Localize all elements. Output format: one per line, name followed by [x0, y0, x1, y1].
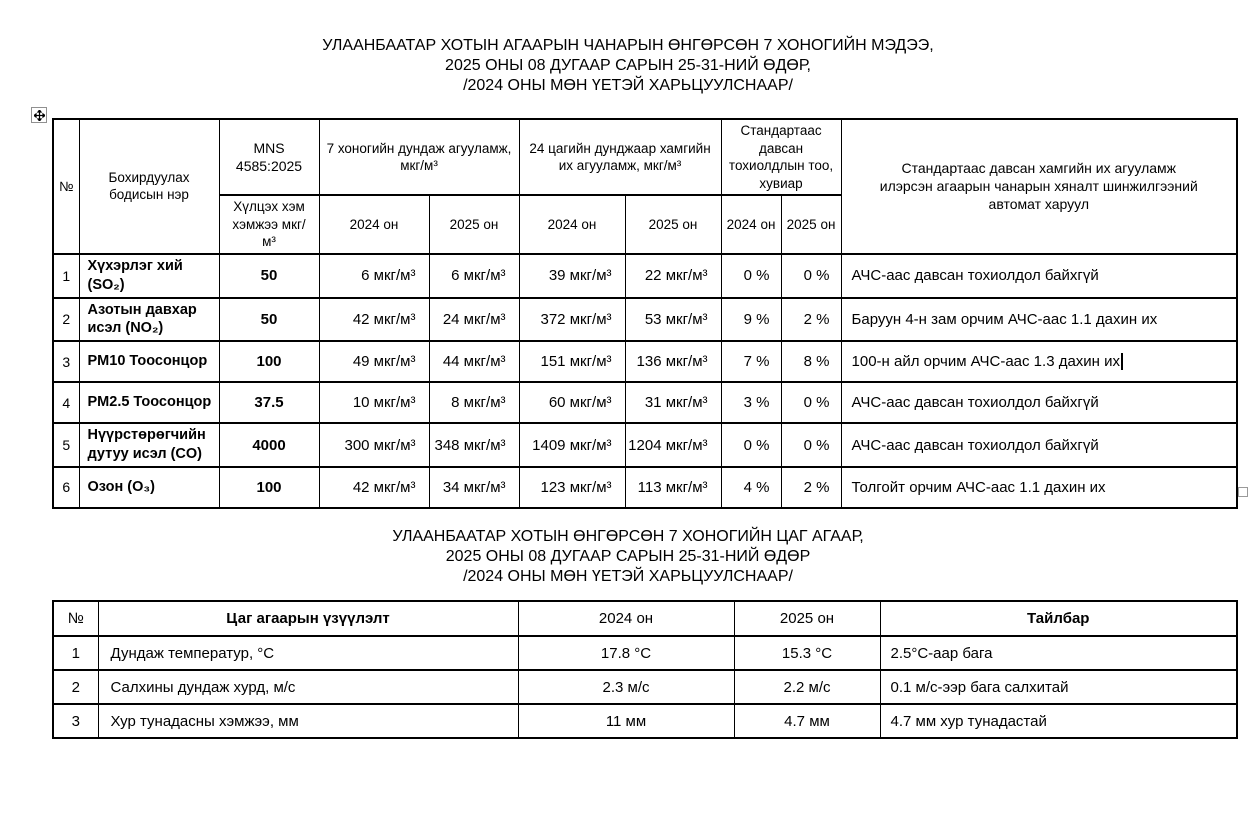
exceed-pct-2025[interactable]: 2 %	[781, 298, 841, 342]
exceed-pct-2024[interactable]: 3 %	[721, 382, 781, 423]
station-note-text: 100-н айл орчим АЧС-аас 1.3 дахин их	[851, 353, 1121, 371]
week-avg-2024[interactable]: 300 мкг/м³	[319, 423, 429, 467]
col-header-24h-2024[interactable]: 2024 он	[519, 195, 625, 254]
move-arrows-icon	[34, 110, 45, 121]
title2-line3[interactable]: /2024 ОНЫ МӨН ҮЕТЭЙ ХАРЬЦУУЛСНААР/	[463, 568, 793, 585]
exceed-pct-2025[interactable]: 0 %	[781, 382, 841, 423]
row-number[interactable]: 1	[53, 254, 79, 298]
week-avg-2025[interactable]: 6 мкг/м³	[429, 254, 519, 298]
air-table-header-row-1	[53, 119, 1237, 195]
exceed-pct-2024[interactable]: 9 %	[721, 298, 781, 342]
daily-max-2025[interactable]: 22 мкг/м³	[625, 254, 721, 298]
title2-line1[interactable]: УЛААНБААТАР ХОТЫН ӨНГӨРСӨН 7 ХОНОГИЙН ЦАГ АГААР,	[392, 528, 864, 545]
daily-max-2025[interactable]: 1204 мкг/м³	[625, 423, 721, 467]
mns-limit-value[interactable]: 50	[219, 298, 319, 342]
col-header-24h-2025[interactable]: 2025 он	[625, 195, 721, 254]
mns-limit-value[interactable]: 50	[219, 254, 319, 298]
exceed-pct-2024[interactable]: 0 %	[721, 254, 781, 298]
col-header-pollutant[interactable]: Бохирдуулах бодисын нэр	[79, 119, 219, 254]
row-number[interactable]: 2	[53, 298, 79, 342]
col-header-2025[interactable]: 2025 он	[734, 601, 880, 636]
table-move-handle[interactable]	[31, 107, 47, 123]
week-avg-2025[interactable]: 348 мкг/м³	[429, 423, 519, 467]
table-row	[53, 298, 1237, 342]
col-header-no[interactable]: №	[53, 119, 79, 254]
title1-line2[interactable]: 2025 ОНЫ 08 ДУГААР САРЫН 25-31-НИЙ ӨДӨР,	[445, 57, 811, 74]
mns-limit-label: Хүлцэх хэм хэмжээ мкг/м³	[232, 199, 306, 250]
col-header-mns-limit[interactable]	[219, 195, 319, 254]
row-number[interactable]: 2	[53, 670, 98, 704]
col-header-remark[interactable]: Тайлбар	[880, 601, 1237, 636]
col-header-no[interactable]: №	[53, 601, 98, 636]
table-row	[53, 423, 1237, 467]
value-2025[interactable]: 2.2 м/с	[734, 670, 880, 704]
daily-max-2024[interactable]: 60 мкг/м³	[519, 382, 625, 423]
title2-line2[interactable]: 2025 ОНЫ 08 ДУГААР САРЫН 25-31-НИЙ ӨДӨР	[445, 548, 811, 565]
daily-max-2025[interactable]: 113 мкг/м³	[625, 467, 721, 508]
exceed-pct-2025[interactable]: 8 %	[781, 341, 841, 382]
mns-label: MNS 4585:2025	[235, 139, 303, 174]
pollutant-name[interactable]: PM10 Тоосонцор	[79, 341, 219, 382]
row-number[interactable]: 3	[53, 341, 79, 382]
station-note[interactable]: АЧС-аас давсан тохиолдол байхгүй	[841, 423, 1237, 467]
weather-report-title[interactable]	[0, 527, 1256, 587]
daily-max-2024[interactable]: 39 мкг/м³	[519, 254, 625, 298]
station-note[interactable]	[841, 341, 1237, 382]
weather-table	[52, 600, 1238, 739]
col-header-week-2025[interactable]: 2025 он	[429, 195, 519, 254]
pollutant-name[interactable]: PM2.5 Тоосонцор	[79, 382, 219, 423]
table-row	[53, 382, 1237, 423]
weather-indicator[interactable]: Хур тунадасны хэмжээ, мм	[98, 704, 518, 738]
daily-max-2024[interactable]: 372 мкг/м³	[519, 298, 625, 342]
week-avg-2024[interactable]: 42 мкг/м³	[319, 467, 429, 508]
exceed-pct-2024[interactable]: 0 %	[721, 423, 781, 467]
table-row	[53, 704, 1237, 738]
title1-line1[interactable]: УЛААНБААТАР ХОТЫН АГААРЫН ЧАНАРЫН ӨНГӨРСӨН 7 ХОНОГИЙН МЭДЭЭ,	[322, 37, 934, 54]
weather-indicator[interactable]: Салхины дундаж хурд, м/с	[98, 670, 518, 704]
col-header-24h-max[interactable]: 24 цагийн дунджаар хамгийн их агууламж, мкг/м³	[519, 119, 721, 195]
col-header-indicator[interactable]: Цаг агаарын үзүүлэлт	[98, 601, 518, 636]
mns-limit-value[interactable]: 100	[219, 467, 319, 508]
exceed-pct-2025[interactable]: 2 %	[781, 467, 841, 508]
table-row	[53, 341, 1237, 382]
exceed-pct-2024[interactable]: 4 %	[721, 467, 781, 508]
table-row	[53, 636, 1237, 670]
air-quality-table	[52, 118, 1238, 509]
daily-max-2024[interactable]: 123 мкг/м³	[519, 467, 625, 508]
mns-limit-value[interactable]: 4000	[219, 423, 319, 467]
week-avg-2025[interactable]: 34 мкг/м³	[429, 467, 519, 508]
table-row	[53, 254, 1237, 298]
week-avg-2024[interactable]: 49 мкг/м³	[319, 341, 429, 382]
row-number[interactable]: 4	[53, 382, 79, 423]
col-header-pct-2025[interactable]: 2025 он	[781, 195, 841, 254]
week-avg-2025[interactable]: 24 мкг/м³	[429, 298, 519, 342]
col-header-2024[interactable]: 2024 он	[518, 601, 734, 636]
value-2024[interactable]: 2.3 м/с	[518, 670, 734, 704]
week-avg-2025[interactable]: 44 мкг/м³	[429, 341, 519, 382]
mns-limit-value[interactable]: 100	[219, 341, 319, 382]
table-row	[53, 467, 1237, 508]
col-header-week-2024[interactable]: 2024 он	[319, 195, 429, 254]
value-2024[interactable]: 17.8 °С	[518, 636, 734, 670]
week-avg-2024[interactable]: 6 мкг/м³	[319, 254, 429, 298]
remark[interactable]: 4.7 мм хур тунадастай	[880, 704, 1237, 738]
exceed-pct-2024[interactable]: 7 %	[721, 341, 781, 382]
row-number[interactable]: 1	[53, 636, 98, 670]
station-note[interactable]: Толгойт орчим АЧС-аас 1.1 дахин их	[841, 467, 1237, 508]
week-avg-2025[interactable]: 8 мкг/м³	[429, 382, 519, 423]
weather-indicator[interactable]: Дундаж температур, °С	[98, 636, 518, 670]
col-header-station[interactable]	[841, 119, 1237, 254]
pollutant-name[interactable]: Азотын давхар исэл (NO₂)	[79, 298, 219, 342]
value-2025[interactable]: 4.7 мм	[734, 704, 880, 738]
station-label: Стандартаас давсан хамгийн их агууламж илэрсэн агаарын чанарын хяналт шинжилгээний автомат харуул	[879, 159, 1198, 213]
weather-table-header-row	[53, 601, 1237, 636]
col-header-pct-2024[interactable]: 2024 он	[721, 195, 781, 254]
table-row	[53, 670, 1237, 704]
station-note[interactable]: Баруун 4-н зам орчим АЧС-аас 1.1 дахин их	[841, 298, 1237, 342]
exceed-pct-2025[interactable]: 0 %	[781, 254, 841, 298]
row-number[interactable]: 6	[53, 467, 79, 508]
mns-limit-value[interactable]: 37.5	[219, 382, 319, 423]
value-2025[interactable]: 15.3 °С	[734, 636, 880, 670]
daily-max-2024[interactable]: 1409 мкг/м³	[519, 423, 625, 467]
table-resize-handle[interactable]	[1238, 487, 1248, 497]
col-header-exceed-count[interactable]: Стандартаас давсан тохиолдлын тоо, хувиар	[721, 119, 841, 195]
title1-line3[interactable]: /2024 ОНЫ МӨН ҮЕТЭЙ ХАРЬЦУУЛСНААР/	[463, 77, 793, 94]
daily-max-2025[interactable]: 53 мкг/м³	[625, 298, 721, 342]
remark[interactable]: 0.1 м/с-ээр бага салхитай	[880, 670, 1237, 704]
week-avg-2024[interactable]: 42 мкг/м³	[319, 298, 429, 342]
air-quality-report-title[interactable]	[0, 36, 1256, 96]
col-header-mns[interactable]	[219, 119, 319, 195]
daily-max-2025[interactable]: 136 мкг/м³	[625, 341, 721, 382]
pollutant-name[interactable]: Хүхэрлэг хий (SO₂)	[79, 254, 219, 298]
row-number[interactable]: 3	[53, 704, 98, 738]
station-note[interactable]: АЧС-аас давсан тохиолдол байхгүй	[841, 382, 1237, 423]
pollutant-name[interactable]: Озон (O₃)	[79, 467, 219, 508]
daily-max-2024[interactable]: 151 мкг/м³	[519, 341, 625, 382]
col-header-week-avg[interactable]: 7 хоногийн дундаж агууламж, мкг/м³	[319, 119, 519, 195]
daily-max-2025[interactable]: 31 мкг/м³	[625, 382, 721, 423]
exceed-pct-2025[interactable]: 0 %	[781, 423, 841, 467]
station-note[interactable]: АЧС-аас давсан тохиолдол байхгүй	[841, 254, 1237, 298]
pollutant-name[interactable]: Нүүрстөрөгчийн дутуу исэл (CO)	[79, 423, 219, 467]
row-number[interactable]: 5	[53, 423, 79, 467]
value-2024[interactable]: 11 мм	[518, 704, 734, 738]
remark[interactable]: 2.5°С-аар бага	[880, 636, 1237, 670]
text-cursor	[1121, 353, 1123, 370]
week-avg-2024[interactable]: 10 мкг/м³	[319, 382, 429, 423]
